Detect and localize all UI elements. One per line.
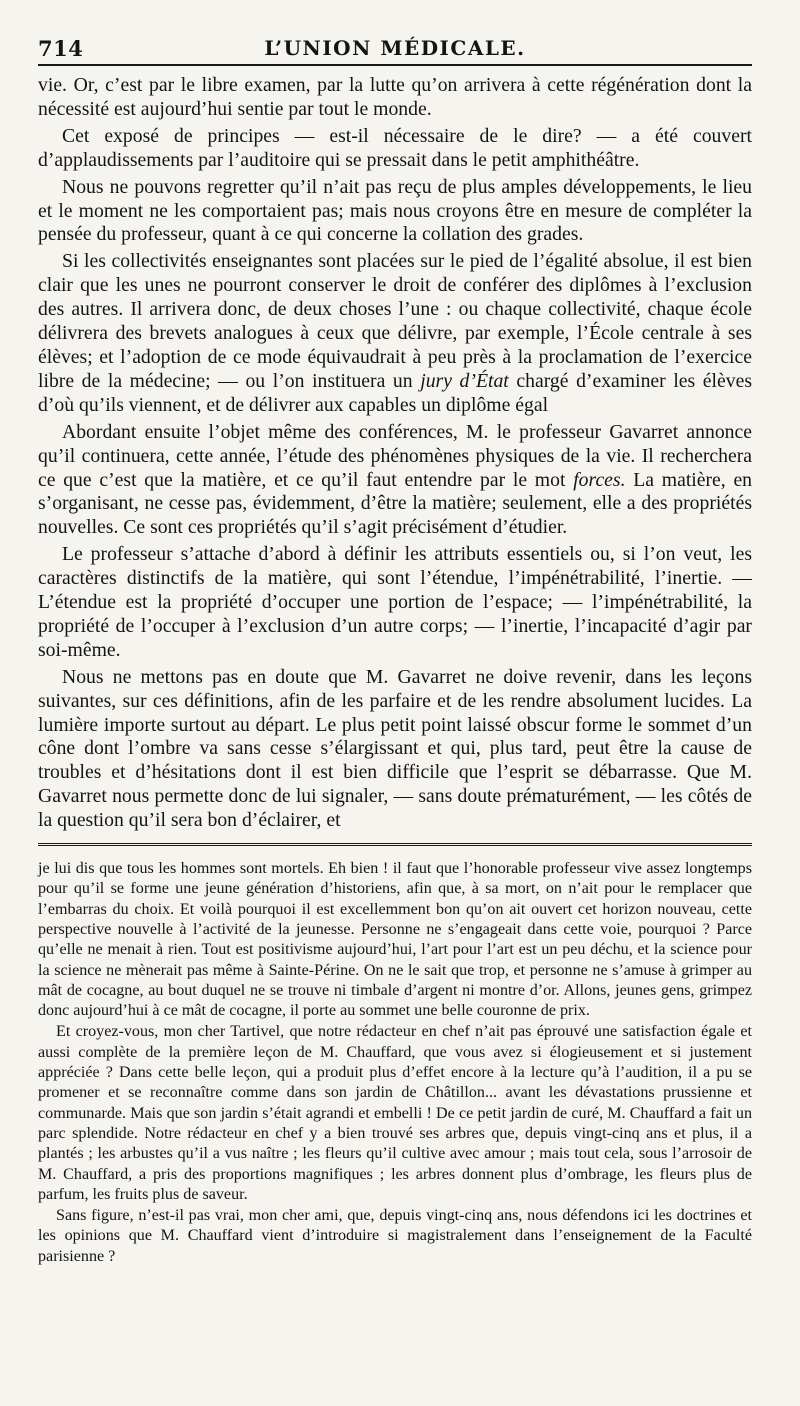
forces-italic: forces. (573, 468, 626, 491)
paragraph-4-part-a: Si les collectivités enseignantes sont placées sur le pied de l’égalité absolue, il est bien clair que les unes ne pourront conserver le droit de conférer des diplômes à l’exclusion des autres. Il arrivera donc, de deux choses l’une : ou chaque collectivité, chaque école délivrera des brevets analogues à ceux que délivre, par exemple, l’École centrale à ses élèves; et l’adoption de ce mode équivaudrait à peu près à la proclamation de l’exercice libre de la médecine; — ou l’on instituera un (38, 250, 752, 392)
main-article (38, 74, 752, 833)
running-title: L’UNION MÉDICALE. (264, 36, 526, 60)
jury-d-etat-italic: jury d’État (420, 369, 509, 392)
header-rule (38, 64, 752, 66)
feuilleton-paragraph-1: je lui dis que tous les hommes sont mortels. Eh bien ! il faut que l’honorable professeur vive assez longtemps pour qu’il se forme une jeune génération d’historiens, afin que, à sa mort, on n’ait pour le remplacer que l’embarras du choix. Et voilà pourquoi il est excellemment bon qu’on ait ouvert cet horizon nouveau, cette perspective nouvelle à l’activité de la jeunesse. Personne ne s’engageait dans cette voie, pourquoi ? Parce qu’elle ne menait à rien. Tout est positivisme aujourd’hui, l’art pour l’art est un peu déchu, et la science pour la science ne mènerait pas même à Sainte-Périne. On ne le sait que trop, et personne ne s’amuse à grimper au mât de cocagne, au bout duquel ne se trouve ni timbale d’argent ni montre d’or. Allons, jeunes gens, grimpez donc aujourd’hui à ce mât de cocagne, il porte au sommet une belle couronne de prix. (38, 860, 752, 1020)
paragraph-5 (38, 421, 752, 541)
paragraph-2: Cet exposé de principes — est-il nécessaire de le dire? — a été couvert d’applaudissements par l’auditoire qui se pressait dans le petit amphithéâtre. (38, 124, 752, 171)
paragraph-1: vie. Or, c’est par le libre examen, par la lutte qu’on arrivera à cette régénération dont la nécessité est aujourd’hui sentie par tout le monde. (38, 74, 752, 120)
page-header (38, 22, 752, 66)
feuilleton-paragraph-3: Sans figure, n’est-il pas vrai, mon cher ami, que, depuis vingt-cinq ans, nous défendons ici les doctrines et les opinions que M. Chauffard vient d’introduire si magistralement dans l’enseignement de la Faculté parisienne ? (38, 1207, 752, 1265)
paragraph-5-part-a: Abordant ensuite l’objet même des conférences, M. le professeur Gavarret annonce qu’il continuera, cette année, l’étude des phénomènes physiques de la vie. Il recherchera ce que c’est que la matière, et ce qu’il faut entendre par le mot (38, 420, 752, 491)
paragraph-5-part-b: La matière, en s’organisant, ne cesse pas, évidemment, d’être la matière; seulement, elle a des propriétés nouvelles. Ce sont ces propriétés qu’il s’agit précisément d’étudier. (38, 468, 753, 539)
paragraph-7: Nous ne mettons pas en doute que M. Gavarret ne doive revenir, dans les leçons suivantes, sur ces définitions, afin de les parfaire et de les rendre absolument lucides. La lumière importe surtout au départ. Le plus petit point laissé obscur forme le sommet d’un cône dont l’ombre va sans cesse s’élargissant et qui, plus tard, peut être la cause de troubles et d’hésitations dont il est bien difficile que l’esprit se débarrasse. Que M. Gavarret nous permette donc de lui signaler, — sans doute prématurément, — les côtés de la question qu’il sera bon d’éclairer, et (38, 665, 752, 832)
paragraph-3: Nous ne pouvons regretter qu’il n’ait pas reçu de plus amples développements, le lieu et le moment ne les comportaient pas; mais nous croyons être en mesure de compléter la pensée du professeur, quant à ce qui concerne la collation des grades. (38, 175, 752, 246)
paragraph-4 (38, 250, 752, 417)
page-number: 714 (38, 36, 84, 61)
paragraph-6: Le professeur s’attache d’abord à définir les attributs essentiels ou, si l’on veut, les caractères distinctifs de la matière, qui sont l’étendue, l’impénétrabilité, l’inertie. — L’étendue est la propriété d’occuper une portion de l’espace; — l’impénétrabilité, la propriété de l’occuper à l’exclusion d’un autre corps; — l’inertie, l’incapacité d’agir par soi-même. (38, 543, 752, 661)
paragraph-4-part-b: chargé d’examiner les élèves d’où qu’ils viennent, et de délivrer aux capables un diplôme égal (38, 369, 752, 416)
feuilleton-separator (38, 843, 752, 849)
page (38, 22, 752, 1268)
feuilleton (38, 859, 752, 1267)
feuilleton-paragraph-2: Et croyez-vous, mon cher Tartivel, que notre rédacteur en chef n’ait pas éprouvé une satisfaction égale et aussi complète de la première leçon de M. Chauffard, que vous avez si élogieusement et si justement appréciée ? Dans cette belle leçon, qui a produit plus d’effet encore à la lecture qu’à l’audition, il a pu se promener et se reconnaître comme dans son jardin de Châtillon... avant les dévastations prussienne et communarde. Mais que son jardin s’était agrandi et embelli ! De ce petit jardin de curé, M. Chauffard a fait un parc splendide. Notre rédacteur en chef y a bien trouvé ses arbres que, depuis vingt-cinq ans et plus, il a plantés ; les arbustes qu’il a vus naître ; les fleurs qu’il cultive avec amour ; mais tout cela, sous l’arrosoir de M. Chauffard, a pris des proportions magnifiques ; les arbres donnent plus d’ombrage, les fleurs plus de parfum, les fruits plus de saveur. (38, 1023, 752, 1203)
